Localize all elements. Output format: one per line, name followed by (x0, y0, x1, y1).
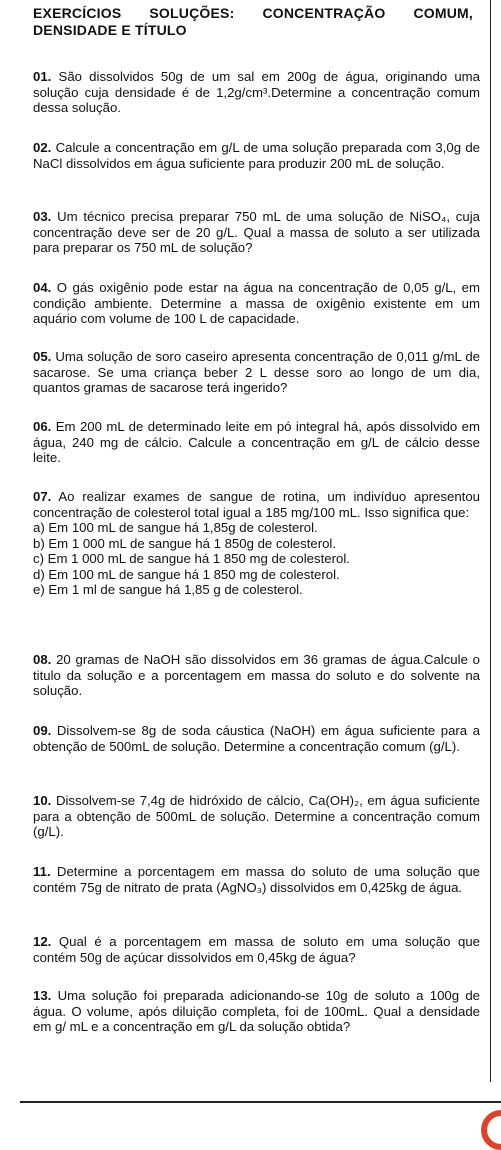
answer-option-b: b) Em 1 000 mL de sangue há 1 850g de colesterol. (33, 535, 337, 551)
question-07 (33, 489, 480, 598)
question-text: Um técnico precisa preparar 750 mL de uma solução de NiSO₄, cuja concentração deve ser de 20 g/L. Qual a massa de soluto a ser utilizada para preparar os 750 mL de solução? (33, 209, 480, 255)
question-09 (33, 723, 480, 754)
question-text: Qual é a porcentagem em massa de soluto em uma solução que contém 50g de açúcar dissolvidos em 0,45kg de água? (33, 934, 480, 965)
question-text: Em 200 mL de determinado leite em pó integral há, após dissolvido em água, 240 mg de cálcio. Calcule a concentração em g/L de cálcio desse leite. (33, 419, 480, 465)
question-02 (33, 140, 480, 171)
question-text: Dissolvem-se 7,4g de hidróxido de cálcio, Ca(OH)₂, em água suficiente para a obtenção de 500mL de solução. Determine a concentração comum (g/L). (33, 793, 480, 839)
question-11 (33, 864, 480, 895)
question-12 (33, 934, 480, 965)
question-03 (33, 209, 480, 256)
question-number: 04. (33, 280, 52, 295)
question-text: 20 gramas de NaOH são dissolvidos em 36 gramas de água.Calcule o titulo da solução e a porcentagem em massa do soluto e do solvente na solução. (33, 652, 480, 698)
question-number: 05. (33, 349, 52, 364)
question-text: Dissolvem-se 8g de soda cáustica (NaOH) em água suficiente para a obtenção de 500mL de solução. Determine a concentração comum (g/L). (33, 723, 480, 754)
question-number: 10. (33, 793, 52, 808)
question-number: 01. (33, 69, 52, 84)
answer-option-e: e) Em 1 ml de sangue há 1,85 g de colesterol. (33, 582, 303, 597)
worksheet-title: EXERCÍCIOS SOLUÇÕES: CONCENTRAÇÃO COMUM, DENSIDADE E TÍTULO (33, 5, 473, 38)
question-number: 08. (33, 652, 52, 667)
answer-option-c: c) Em 1 000 mL de sangue há 1 850 mg de colesterol. (33, 551, 350, 566)
question-number: 02. (33, 140, 52, 155)
question-05 (33, 349, 480, 396)
question-01 (33, 69, 480, 116)
right-margin-line (490, 0, 491, 1082)
question-number: 12. (33, 934, 52, 949)
question-number: 13. (33, 988, 52, 1003)
question-text: Uma solução foi preparada adicionando-se 10g de soluto a 100g de água. O volume, após diluição completa, foi de 100mL. Qual a densidade em g/ mL e a concentração em g/L da solução obtida? (33, 988, 480, 1034)
question-text: Uma solução de soro caseiro apresenta concentração de 0,011 g/mL de sacarose. Se uma criança beber 2 L desse soro ao longo de um dia, quantos gramas de sacarose terá ingerido? (33, 349, 480, 395)
question-06 (33, 419, 480, 466)
question-text: São dissolvidos 50g de um sal em 200g de água, originando uma solução cuja densidade é de 1,2g/cm³.Determine a concentração comum dessa solução. (33, 69, 480, 115)
question-10 (33, 793, 480, 840)
corner-logo-mark (481, 1110, 501, 1150)
question-04 (33, 280, 480, 327)
question-number: 09. (33, 723, 52, 738)
question-number: 11. (33, 864, 51, 879)
answer-option-d: d) Em 100 mL de sangue há 1 850 mg de colesterol. (33, 566, 340, 582)
question-13 (33, 988, 480, 1035)
question-text: O gás oxigênio pode estar na água na concentração de 0,05 g/L, em condição ambiente. Determine a massa de oxigênio existente em um aquário com volume de 100 L de capacidade. (33, 280, 480, 326)
answer-option-a: a) Em 100 mL de sangue há 1,85g de colesterol. (33, 520, 318, 535)
question-number: 06. (33, 419, 52, 434)
question-08 (33, 652, 480, 699)
question-number: 07. (33, 489, 52, 504)
question-number: 03. (33, 209, 52, 224)
question-text: Ao realizar exames de sangue de rotina, um indivíduo apresentou concentração de colesterol total igual a 185 mg/100 mL. Isso significa que: (33, 489, 480, 520)
bottom-rule (20, 1101, 501, 1103)
question-text: Determine a porcentagem em massa do soluto de uma solução que contém 75g de nitrato de prata (AgNO₃) dissolvidos em 0,425kg de água. (33, 864, 480, 895)
question-text: Calcule a concentração em g/L de uma solução preparada com 3,0g de NaCl dissolvidos em água suficiente para produzir 200 mL de solução. (33, 140, 480, 171)
